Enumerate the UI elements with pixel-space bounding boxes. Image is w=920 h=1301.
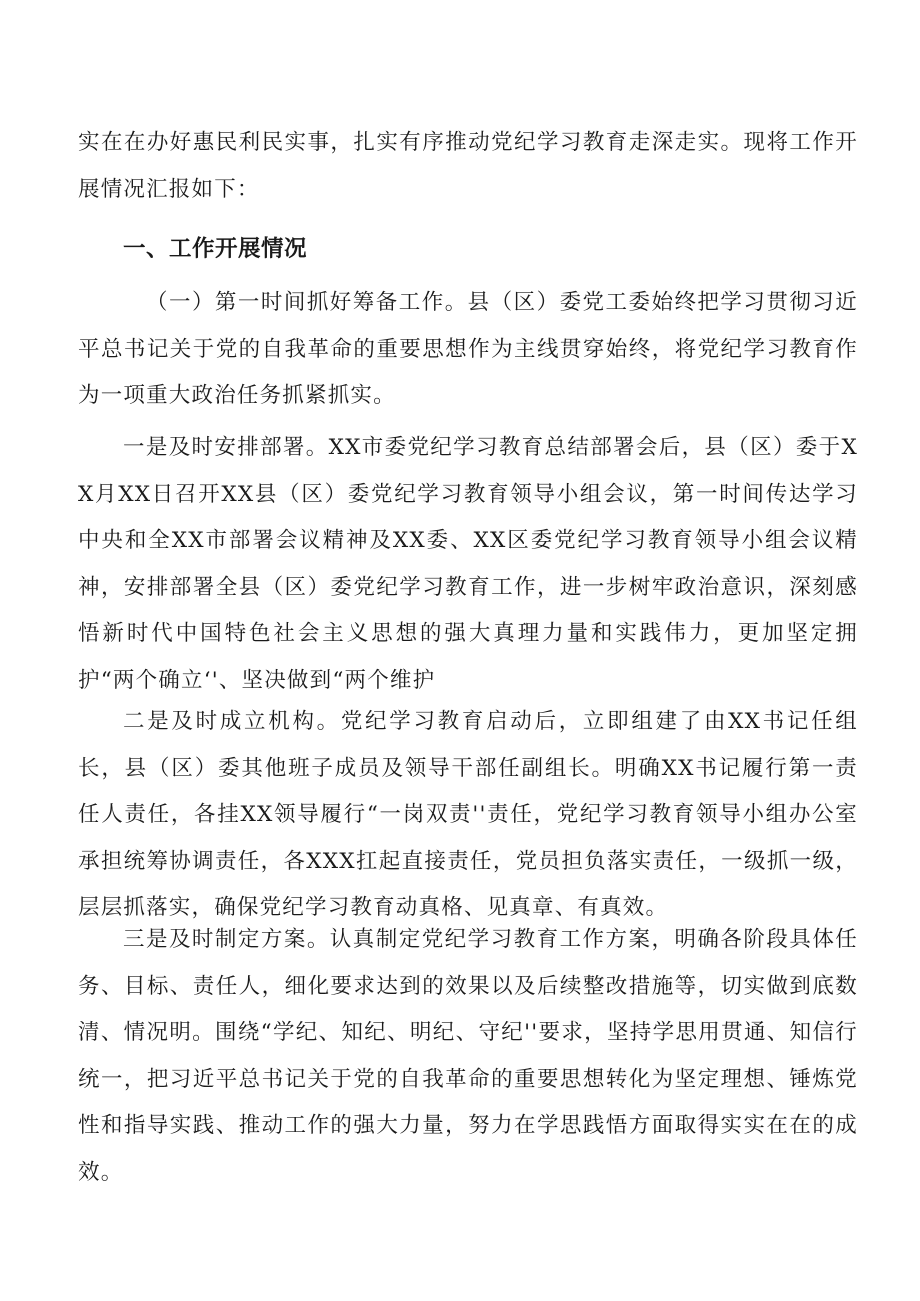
intro-paragraph: 实在在办好惠民利民实事，扎实有序推动党纪学习教育走深走实。现将工作开展情况汇报如下： xyxy=(78,130,858,202)
section-heading: 一、工作开展情况 xyxy=(123,236,308,262)
paragraph-deployment: 一是及时安排部署。XX市委党纪学习教育总结部署会后，县（区）委于XX月XX日召开XX县（区）委党纪学习教育领导小组会议，第一时间传达学习中央和全XX市部署会议精神及XX委、XX区委党纪学习教育领导小组会议精神，安排部署全县（区）委党纪学习教育工作，进一步树牢政治意识，深刻感悟新时代中国特色社会主义思想的强大真理力量和实践伟力，更加坚定拥护“两个确立‘'、坚决做到“两个维护 xyxy=(78,435,858,693)
subsection-paragraph-1: （一）第一时间抓好筹备工作。县（区）委党工委始终把学习贯彻习近平总书记关于党的自我革命的重要思想作为主线贯穿始终，将党纪学习教育作为一项重大政治任务抓紧抓实。 xyxy=(78,290,858,408)
paragraph-plan: 三是及时制定方案。认真制定党纪学习教育工作方案，明确各阶段具体任务、目标、责任人，细化要求达到的效果以及后续整改措施等，切实做到底数清、情况明。围绕“学纪、知纪、明纪、守纪''要求，坚持学思用贯通、知信行统一，把习近平总书记关于党的自我革命的重要思想转化为坚定理想、锤炼党性和指导实践、推动工作的强大力量，努力在学思践悟方面取得实实在在的成效。 xyxy=(78,927,858,1185)
paragraph-organization: 二是及时成立机构。党纪学习教育启动后，立即组建了由XX书记任组长，县（区）委其他班子成员及领导干部任副组长。明确XX书记履行第一责任人责任，各挂XX领导履行“一岗双责''责任，党纪学习教育领导小组办公室承担统筹协调责任，各XXX扛起直接责任，党员担负落实责任，一级抓一级，层层抓落实，确保党纪学习教育动真格、见真章、有真效。 xyxy=(78,709,858,920)
